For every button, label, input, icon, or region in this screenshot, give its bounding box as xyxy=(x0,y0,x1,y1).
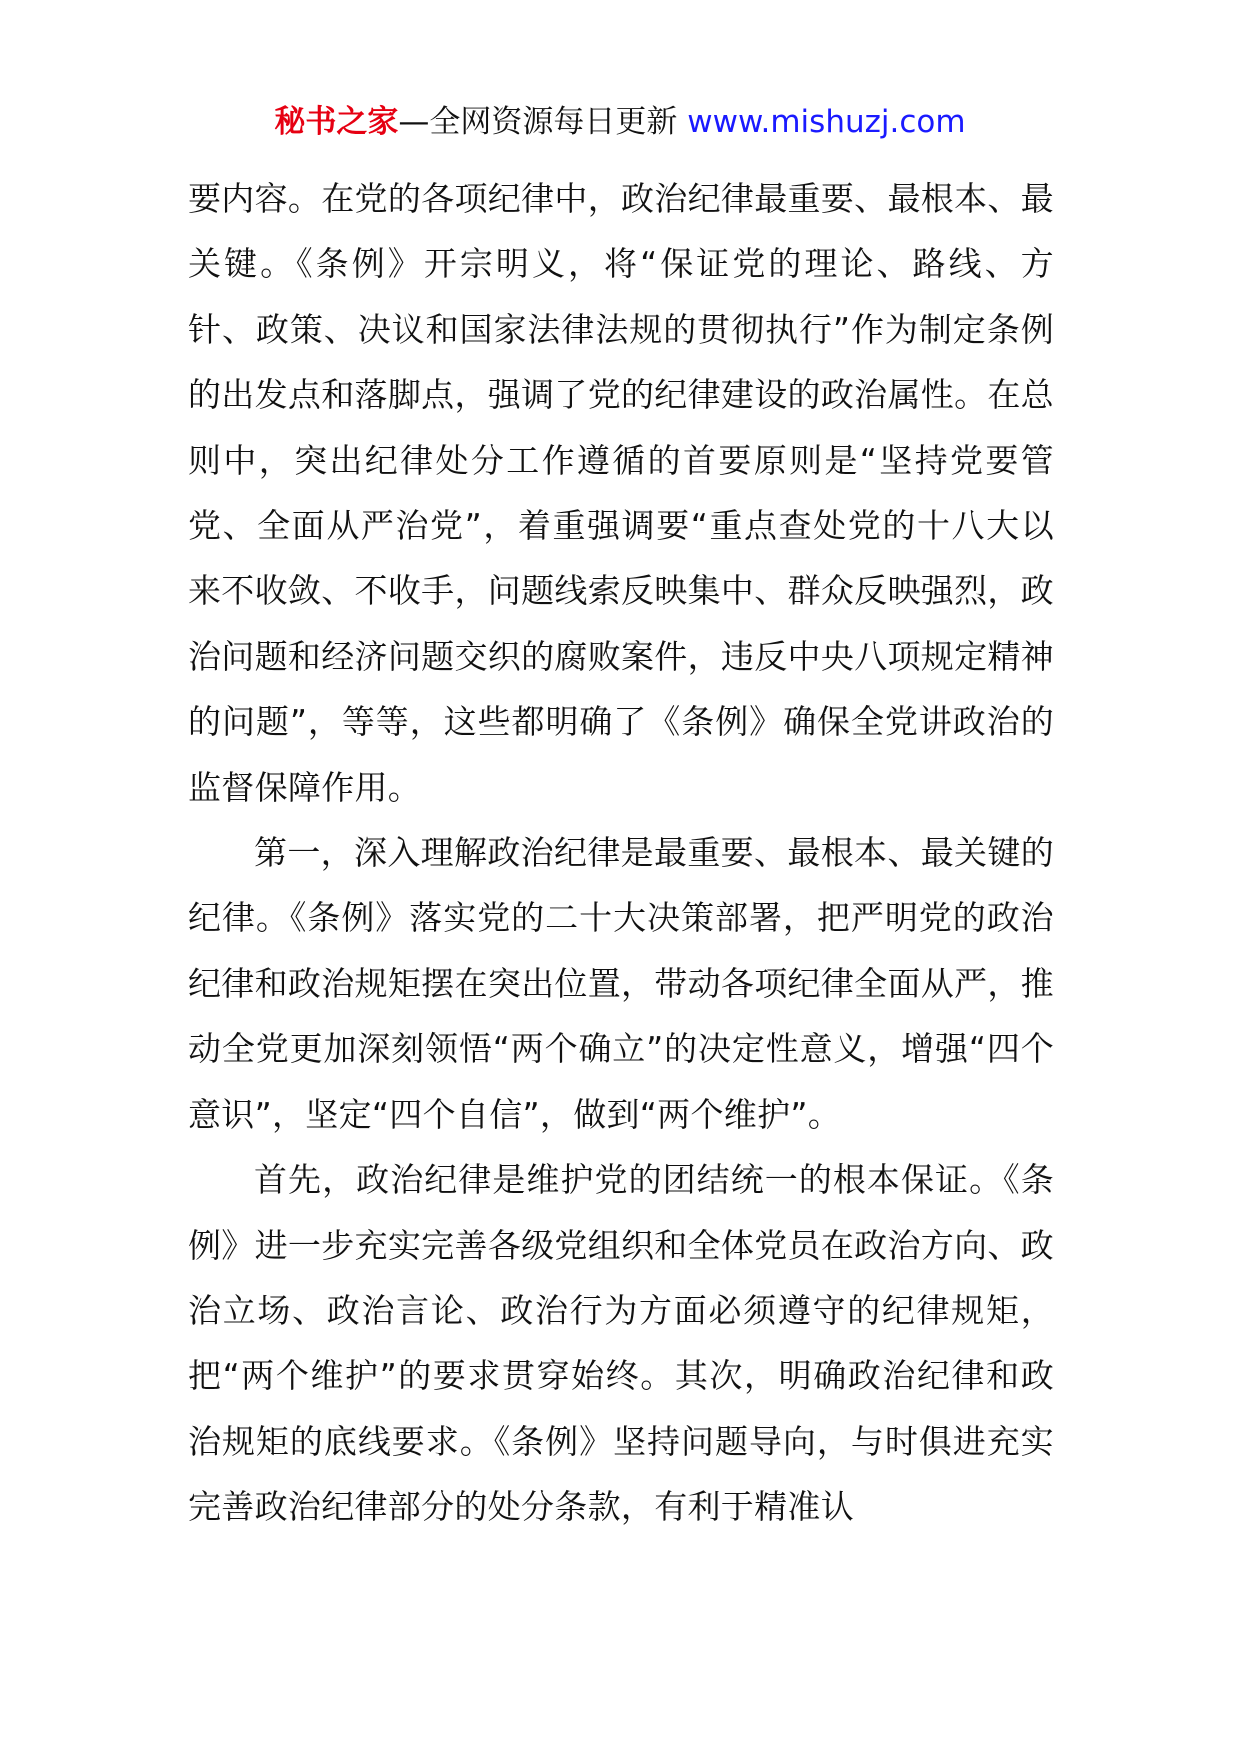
document-body xyxy=(188,166,1054,1540)
brand-name: 秘书之家 xyxy=(274,104,399,140)
paragraph-political-discipline: 第一，深入理解政治纪律是最重要、最根本、最关键的纪律。《条例》落实党的二十大决策部署，把严明党的政治纪律和政治规矩摆在突出位置，带动各项纪律全面从严，推动全党更加深刻领悟“两个确立”的决定性意义，增强“四个意识”，坚定“四个自信”，做到“两个维护”。 xyxy=(188,833,1054,1134)
header-tagline: —全网资源每日更新 xyxy=(398,104,688,140)
site-header xyxy=(0,100,1240,144)
paragraph-first-of-all: 首先，政治纪律是维护党的团结统一的根本保证。《条例》进一步充实完善各级党组织和全体党员在政治方向、政治立场、政治言论、政治行为方面必须遵守的纪律规矩，把“两个维护”的要求贯穿始终。其次，明确政治纪律和政治规矩的底线要求。《条例》坚持问题导向，与时俱进充实完善政治纪律部分的处分条款，有利于精准认 xyxy=(188,1160,1054,1527)
site-url-link[interactable]: www.mishuzj.com xyxy=(687,104,966,140)
paragraph-continued: 要内容。在党的各项纪律中，政治纪律最重要、最根本、最关键。《条例》开宗明义，将“保证党的理论、路线、方针、政策、决议和国家法律法规的贯彻执行”作为制定条例的出发点和落脚点，强调了党的纪律建设的政治属性。在总则中，突出纪律处分工作遵循的首要原则是“坚持党要管党、全面从严治党”，着重强调要“重点查处党的十八大以来不收敛、不收手，问题线索反映集中、群众反映强烈，政治问题和经济问题交织的腐败案件，违反中央八项规定精神的问题”，等等，这些都明确了《条例》确保全党讲政治的监督保障作用。 xyxy=(188,179,1054,807)
